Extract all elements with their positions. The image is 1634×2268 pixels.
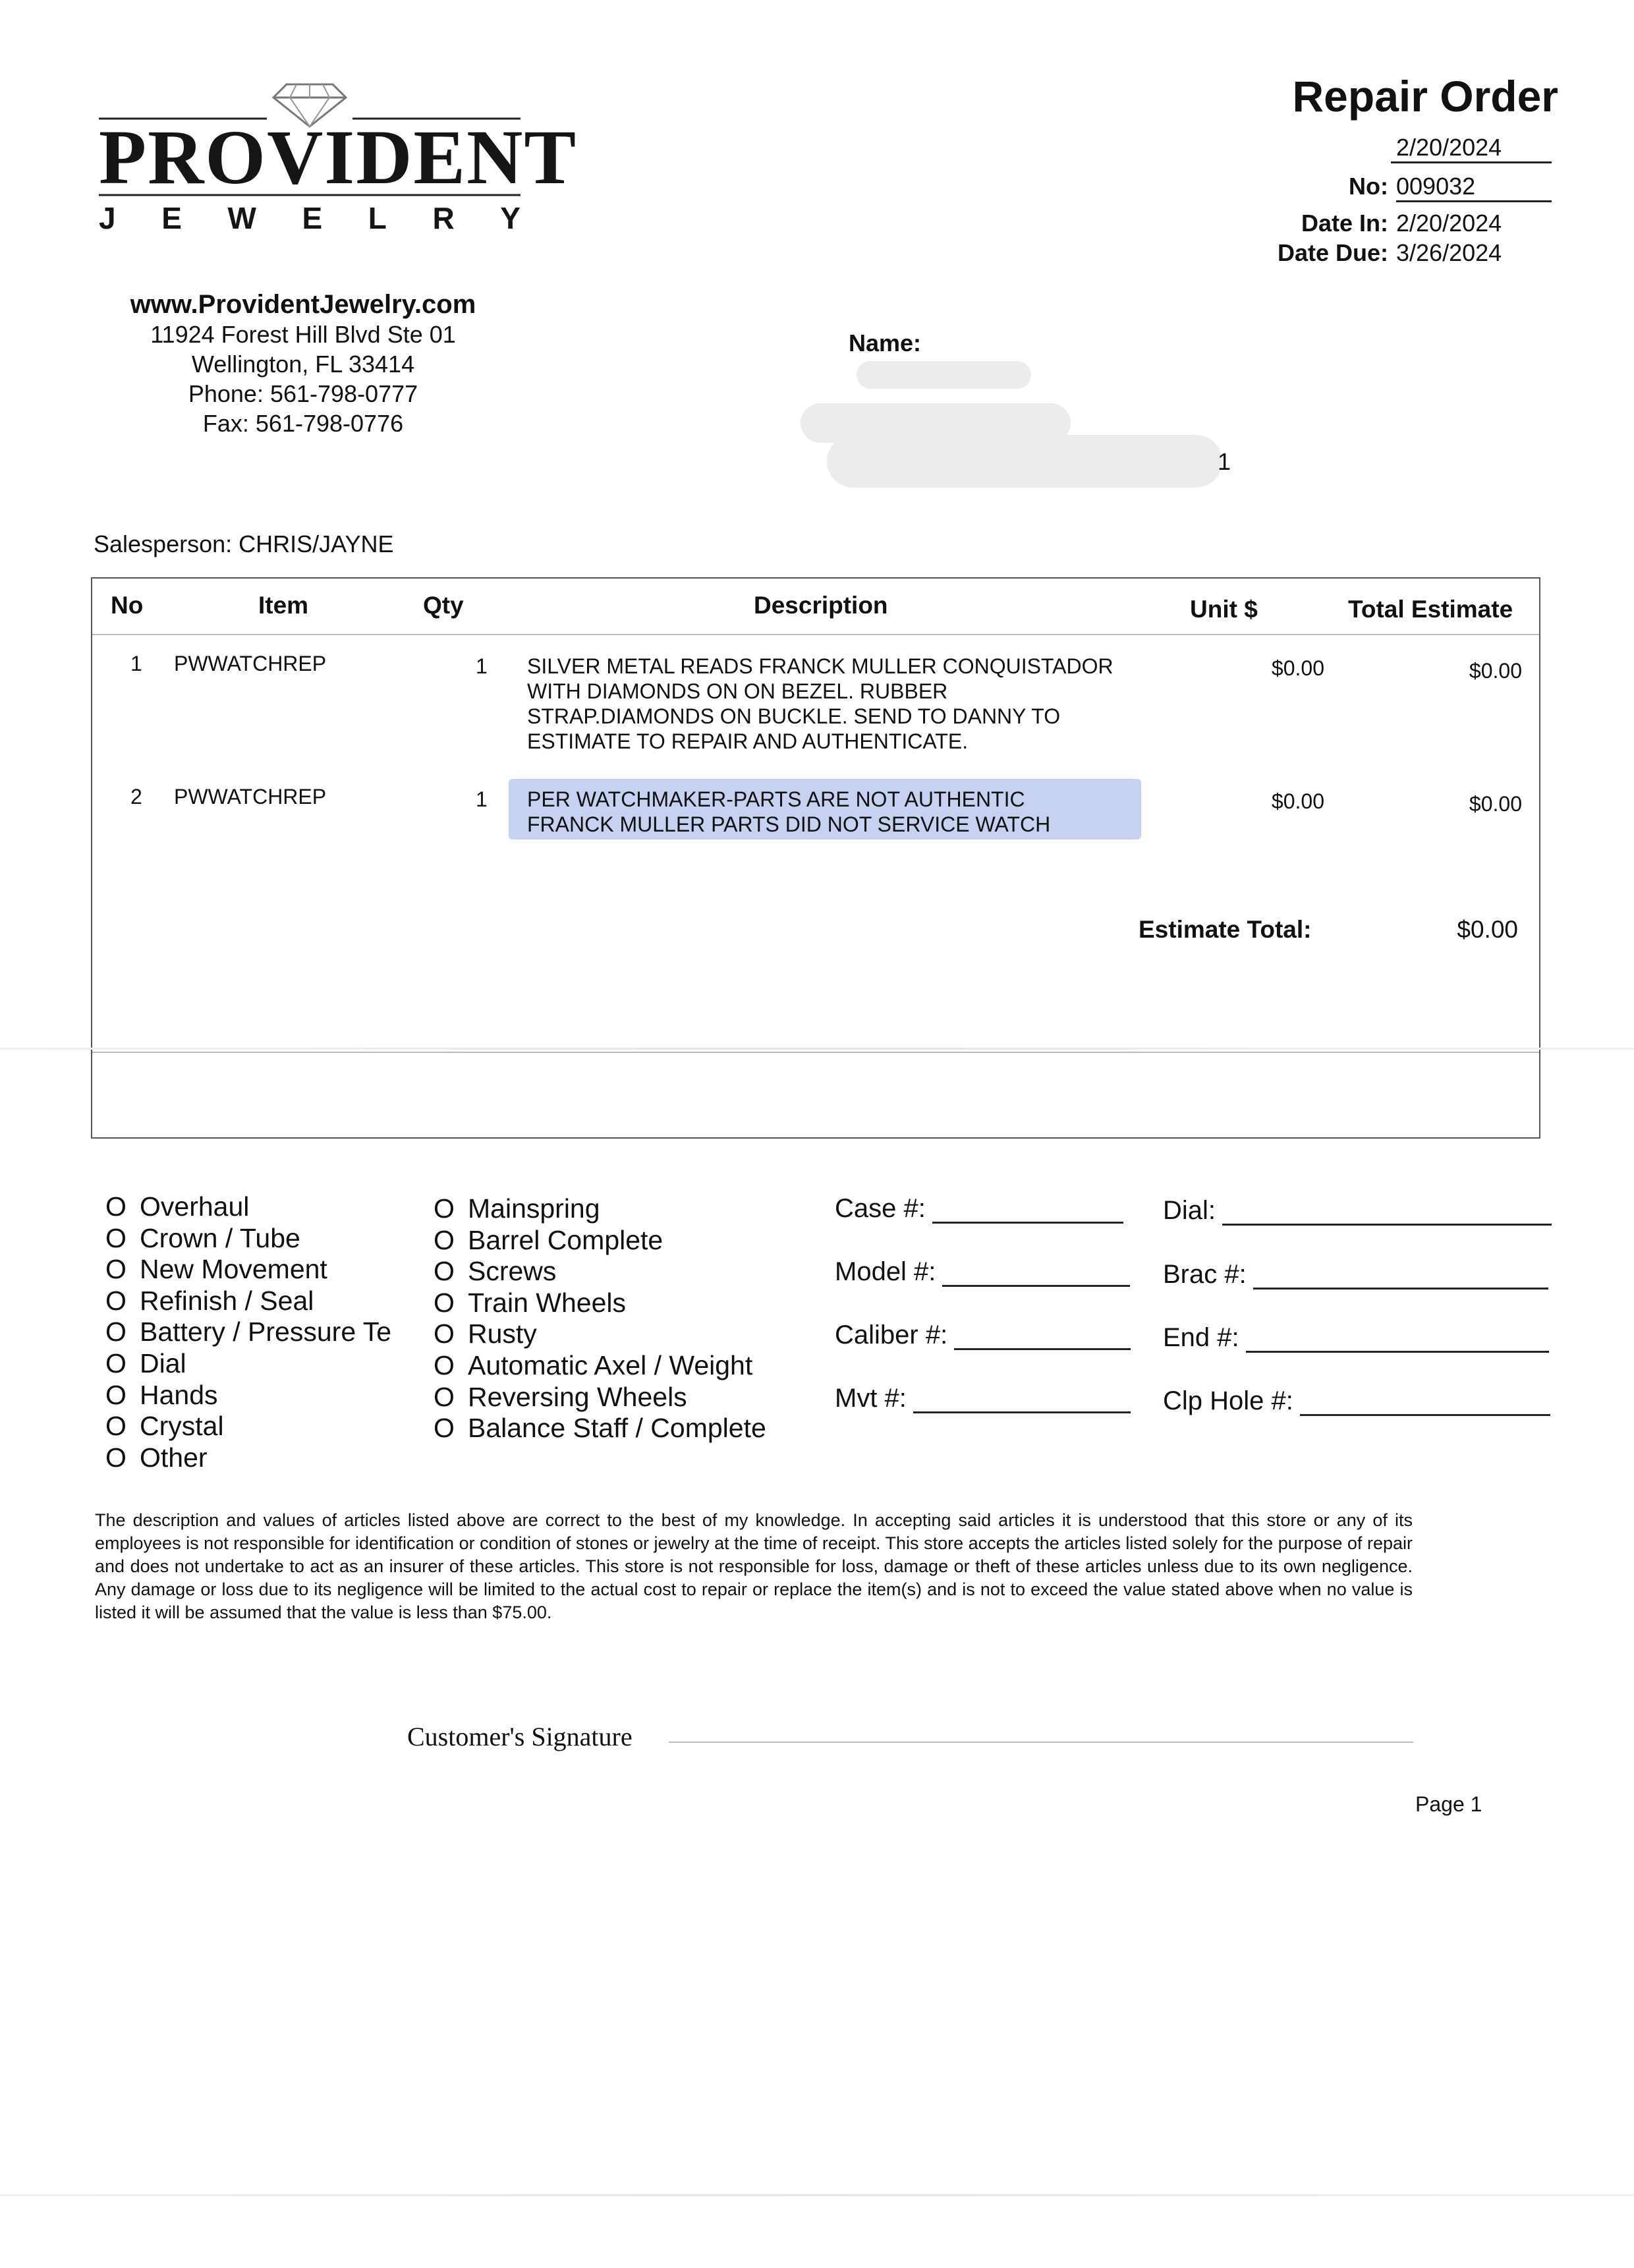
detail-field-input-line[interactable]	[1222, 1204, 1552, 1226]
checklist-option[interactable]	[105, 1222, 300, 1254]
logo-subtitle-letter: Y	[500, 201, 521, 235]
page-number: Page 1	[1415, 1792, 1482, 1816]
order-number-label: No:	[1349, 173, 1388, 200]
checklist-label: Screws	[468, 1256, 557, 1287]
col-header-total: Total Estimate	[1348, 596, 1513, 623]
checklist-label: Reversing Wheels	[468, 1381, 687, 1412]
date-due-row	[1278, 239, 1552, 267]
order-date: 2/20/2024	[1391, 134, 1552, 163]
col-header-no: No	[111, 592, 144, 619]
row1-item: PWWATCHREP	[174, 652, 327, 675]
row1-no: 1	[130, 652, 142, 675]
radio-circle-icon[interactable]: O	[105, 1254, 127, 1285]
detail-field-input-line[interactable]	[932, 1202, 1123, 1224]
detail-field-label: Dial:	[1163, 1196, 1216, 1225]
checklist-label: Battery / Pressure Te	[140, 1317, 392, 1347]
detail-field-label: Mvt #:	[835, 1384, 907, 1413]
col-header-item: Item	[258, 592, 309, 619]
col-header-unit: Unit $	[1190, 596, 1258, 623]
radio-circle-icon[interactable]: O	[105, 1411, 127, 1442]
detail-field[interactable]	[1163, 1196, 1552, 1226]
row1-unit-price: $0.00	[1271, 656, 1324, 680]
date-due-value: 3/26/2024	[1396, 239, 1502, 266]
customer-zip-fragment: 1	[1218, 448, 1231, 475]
checklist-option[interactable]	[105, 1285, 314, 1317]
checklist-option[interactable]	[105, 1191, 249, 1222]
store-address-line2: Wellington, FL 33414	[191, 351, 415, 378]
checklist-option[interactable]	[434, 1255, 556, 1287]
checklist-option[interactable]	[434, 1381, 687, 1413]
detail-field-input-line[interactable]	[1246, 1331, 1549, 1353]
radio-circle-icon[interactable]: O	[434, 1381, 455, 1412]
store-fax: Fax: 561-798-0776	[202, 410, 404, 437]
logo-subtitle-letter: L	[368, 201, 387, 235]
date-in-row	[1301, 210, 1552, 237]
salesperson: Salesperson: CHRIS/JAYNE	[94, 530, 394, 557]
checklist-option[interactable]	[434, 1193, 600, 1224]
checklist-label: New Movement	[140, 1254, 327, 1285]
detail-field-input-line[interactable]	[1300, 1394, 1550, 1416]
row2-unit-price: $0.00	[1271, 789, 1324, 813]
logo-subtitle-letter: R	[432, 201, 455, 235]
checklist-label: Rusty	[468, 1318, 537, 1349]
checklist-option[interactable]	[105, 1410, 224, 1442]
detail-field[interactable]	[1163, 1386, 1550, 1416]
table-footer-divider	[92, 1052, 1539, 1053]
row2-no: 2	[130, 785, 142, 808]
store-website[interactable]: www.ProvidentJewelry.com	[130, 290, 476, 319]
detail-field-input-line[interactable]	[954, 1328, 1131, 1350]
detail-field-label: Brac #:	[1163, 1260, 1247, 1289]
radio-circle-icon[interactable]: O	[105, 1379, 127, 1410]
checklist-label: Refinish / Seal	[140, 1285, 314, 1316]
checklist-label: Barrel Complete	[468, 1224, 663, 1255]
radio-circle-icon[interactable]: O	[105, 1442, 127, 1473]
checklist-label: Crown / Tube	[140, 1222, 300, 1253]
checklist-label: Other	[140, 1442, 208, 1473]
checklist-option[interactable]	[105, 1442, 208, 1473]
order-date-row	[1391, 134, 1552, 163]
checklist-label: Crystal	[140, 1411, 224, 1442]
company-logo	[99, 72, 578, 244]
customer-name-label: Name:	[849, 329, 922, 356]
row2-item: PWWATCHREP	[174, 785, 327, 808]
store-phone: Phone: 561-798-0777	[188, 380, 418, 407]
detail-field-label: Clp Hole #:	[1163, 1386, 1293, 1415]
header-divider	[92, 634, 1539, 635]
checklist-option[interactable]	[434, 1349, 752, 1381]
disclaimer-text: The description and values of articles listed above are correct to the best of my knowledge. In accepting said articles it is understood that this store or any of its employees is not responsible for identification or condition of stones or jewelry at the time of receipt. This store accepts the articles listed solely for the purpose of repair and does not undertake to act as an insurer of these articles. This store is not responsible for loss, damage or theft of these articles unless due to its own negligence. Any damage or loss due to its negligence will be limited to the actual cost to repair or replace the item(s) and is not to exceed the value stated above when no value is listed it will be assumed that the value is less than $75.00.	[95, 1510, 1413, 1622]
store-info	[92, 290, 514, 438]
date-in-label: Date In:	[1301, 210, 1388, 237]
document-title: Repair Order	[1292, 72, 1558, 121]
detail-field[interactable]	[835, 1320, 1131, 1350]
order-number: 009032	[1396, 173, 1552, 202]
radio-circle-icon[interactable]: O	[105, 1348, 127, 1378]
detail-field-label: Model #:	[835, 1257, 936, 1286]
checklist-label: Balance Staff / Complete	[468, 1413, 766, 1444]
detail-field[interactable]	[1163, 1260, 1548, 1290]
paper-fold	[0, 2194, 1634, 2196]
signature-label: Customer's Signature	[407, 1722, 633, 1751]
detail-field-input-line[interactable]	[1253, 1268, 1548, 1290]
detail-field[interactable]	[835, 1384, 1131, 1413]
checklist-label: Overhaul	[140, 1191, 250, 1222]
date-due-label: Date Due:	[1277, 239, 1388, 266]
radio-circle-icon[interactable]: O	[434, 1287, 455, 1318]
detail-field[interactable]	[835, 1257, 1130, 1287]
date-in-value: 2/20/2024	[1396, 210, 1502, 237]
checklist-option[interactable]	[105, 1253, 327, 1285]
checklist-label: Automatic Axel / Weight	[468, 1350, 753, 1380]
row1-total: $0.00	[1469, 659, 1522, 683]
radio-circle-icon[interactable]: O	[434, 1318, 455, 1349]
paper-fold	[0, 1048, 1634, 1050]
checklist-option[interactable]	[105, 1379, 218, 1411]
radio-circle-icon[interactable]: O	[434, 1193, 455, 1224]
logo-wordmark: PROVIDENT	[99, 114, 578, 200]
order-number-row	[1349, 173, 1552, 202]
checklist-option[interactable]	[434, 1318, 537, 1349]
logo-subtitle-letter: J	[99, 201, 116, 235]
logo-subtitle-letter: W	[227, 201, 256, 235]
detail-field-input-line[interactable]	[913, 1392, 1131, 1413]
checklist-label: Dial	[140, 1348, 186, 1378]
row2-qty: 1	[476, 787, 488, 811]
detail-field-label: Case #:	[835, 1194, 926, 1223]
row1-qty: 1	[476, 654, 488, 678]
col-header-description: Description	[754, 592, 888, 619]
radio-circle-icon[interactable]: O	[105, 1317, 127, 1347]
radio-circle-icon[interactable]: O	[434, 1224, 455, 1255]
radio-circle-icon[interactable]: O	[434, 1413, 455, 1444]
repair-items-table	[91, 577, 1540, 1139]
redacted-city	[827, 435, 1222, 488]
logo-subtitle-letter: E	[161, 201, 182, 235]
radio-circle-icon[interactable]: O	[105, 1222, 127, 1253]
row1-description: SILVER METAL READS FRANCK MULLER CONQUISTADOR WITH DIAMONDS ON ON BEZEL. RUBBER STRAP.DIAMONDS ON BUCKLE. SEND TO DANNY TO ESTIMATE TO REPAIR AND AUTHENTICATE.	[527, 654, 1113, 753]
checklist-label: Hands	[140, 1379, 218, 1410]
row2-description: PER WATCHMAKER-PARTS ARE NOT AUTHENTIC FRANCK MULLER PARTS DID NOT SERVICE WATCH	[527, 787, 1051, 836]
radio-circle-icon[interactable]: O	[105, 1191, 127, 1222]
estimate-total-value: $0.00	[1457, 916, 1518, 943]
detail-field[interactable]	[1163, 1323, 1549, 1353]
checklist-label: Mainspring	[468, 1193, 600, 1224]
estimate-total-label: Estimate Total:	[1139, 916, 1312, 943]
signature-line[interactable]	[669, 1742, 1413, 1743]
checklist-option[interactable]	[434, 1287, 626, 1318]
logo-subtitle	[99, 203, 521, 233]
redacted-name	[857, 361, 1031, 389]
checklist-option[interactable]	[434, 1224, 663, 1256]
row2-total: $0.00	[1469, 792, 1522, 816]
checklist-option[interactable]	[105, 1347, 186, 1379]
detail-field-input-line[interactable]	[942, 1265, 1130, 1287]
detail-field-label: Caliber #:	[835, 1320, 948, 1349]
detail-field[interactable]	[835, 1194, 1123, 1224]
checklist-option[interactable]	[434, 1412, 766, 1444]
detail-field-label: End #:	[1163, 1323, 1239, 1352]
radio-circle-icon[interactable]: O	[105, 1285, 127, 1316]
radio-circle-icon[interactable]: O	[434, 1256, 455, 1287]
radio-circle-icon[interactable]: O	[434, 1350, 455, 1380]
checklist-label: Train Wheels	[468, 1287, 626, 1318]
store-address-line1: 11924 Forest Hill Blvd Ste 01	[150, 321, 456, 348]
logo-subtitle-letter: E	[302, 201, 323, 235]
checklist-option[interactable]	[105, 1316, 391, 1347]
col-header-qty: Qty	[423, 592, 464, 619]
